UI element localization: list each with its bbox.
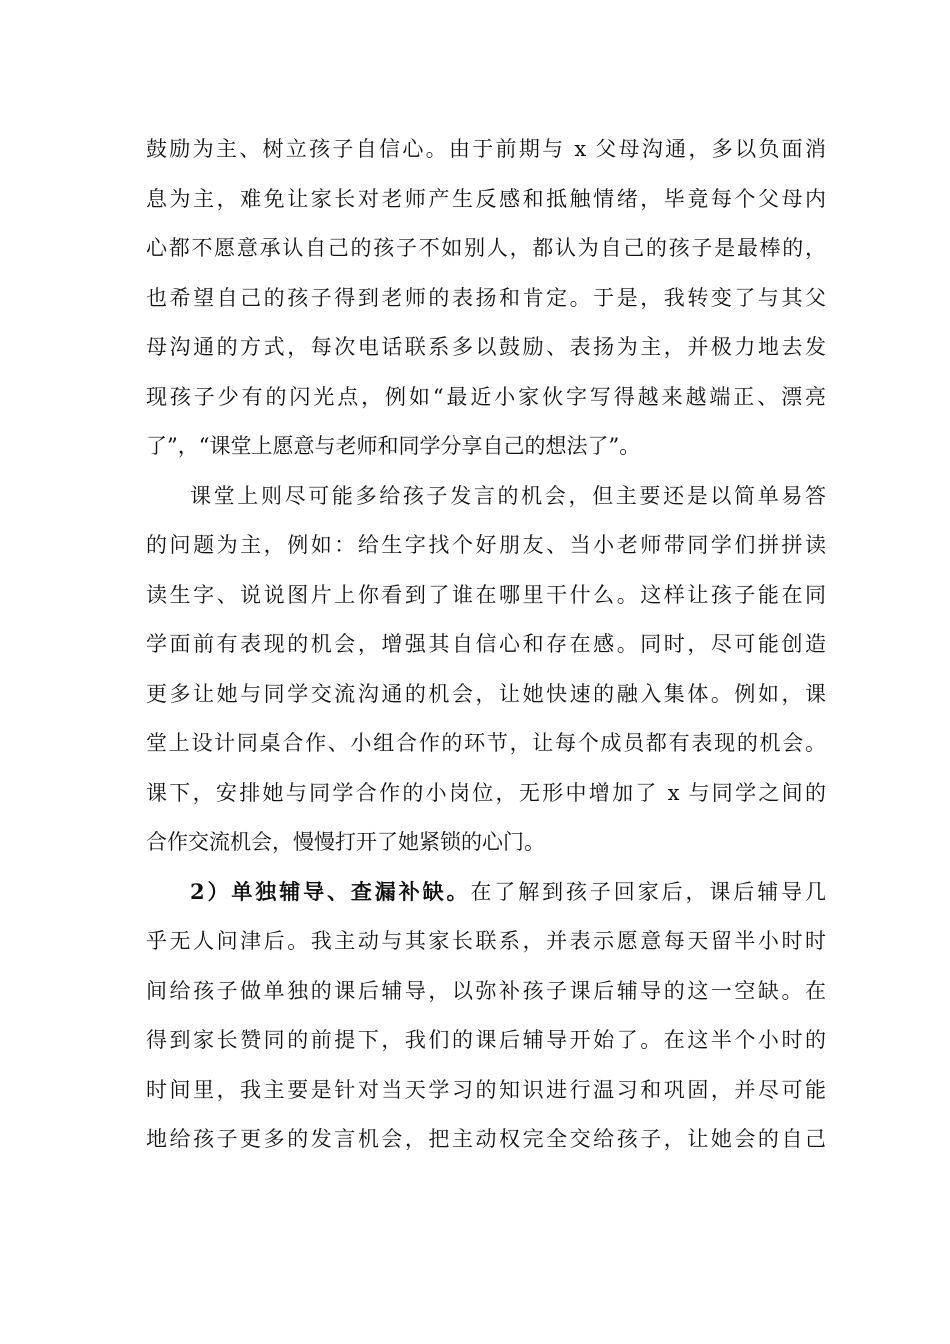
paragraph-2 [146, 480, 826, 876]
text-line: 得到家长赞同的前提下，我们的课后辅导开始了。在这半个小时的 [146, 1028, 826, 1052]
text-line: 间给孩子做单独的课后辅导，以弥补孩子课后辅导的这一空缺。在 [146, 978, 826, 1003]
text-line: 心都不愿意承认自己的孩子不如别人，都认为自己的孩子是最棒的， [146, 236, 826, 260]
text-line: 母沟通的方式，每次电话联系多以鼓励、表扬为主，并极力地去发 [146, 335, 826, 359]
text-line: 课下，安排她与同学合作的小岗位，无形中增加了 x 与同学之间的 [146, 780, 826, 805]
text-line: 鼓励为主、树立孩子自信心。由于前期与 x 父母沟通，多以负面消 [146, 137, 826, 161]
paragraph-1 [146, 133, 826, 480]
text-line: 时间里，我主要是针对当天学习的知识进行温习和巩固，并尽可能 [146, 1077, 826, 1102]
text-line: 现孩子少有的闪光点，例如“最近小家伙字写得越来越端正、漂亮 [146, 384, 826, 409]
text-line: 更多让她与同学交流沟通的机会，让她快速的融入集体。例如，课 [146, 681, 826, 706]
section-heading: 2）单独辅导、查漏补缺。 [190, 878, 471, 904]
text-line: 地给孩子更多的发言机会，把主动权完全交给孩子，让她会的自己 [146, 1127, 826, 1151]
text-line [146, 876, 826, 926]
text-line: 了”，“课堂上愿意与老师和同学分享自己的想法了”。 [146, 434, 641, 458]
text-line: 的问题为主，例如：给生字找个好朋友、当小老师带同学们拼拼读 [146, 533, 826, 557]
text-line: 课堂上则尽可能多给孩子发言的机会，但主要还是以简单易答 [190, 483, 826, 508]
document-body [146, 133, 826, 1173]
text-line: 乎无人问津后。我主动与其家长联系，并表示愿意每天留半小时时 [146, 929, 826, 953]
text-line: 也希望自己的孩子得到老师的表扬和肯定。于是，我转变了与其父 [146, 285, 826, 310]
text-run: 在了解到孩子回家后，课后辅导几 [470, 879, 826, 904]
text-line: 息为主，难免让家长对老师产生反感和抵触情绪，毕竟每个父母内 [146, 186, 826, 211]
text-line: 读生字、说说图片上你看到了谁在哪里干什么。这样让孩子能在同 [146, 582, 826, 607]
text-line: 学面前有表现的机会，增强其自信心和存在感。同时，尽可能创造 [146, 632, 826, 656]
paragraph-3 [146, 876, 826, 1173]
text-line: 堂上设计同桌合作、小组合作的环节，让每个成员都有表现的机会。 [146, 731, 826, 755]
text-line: 合作交流机会，慢慢打开了她紧锁的心门。 [146, 830, 545, 854]
